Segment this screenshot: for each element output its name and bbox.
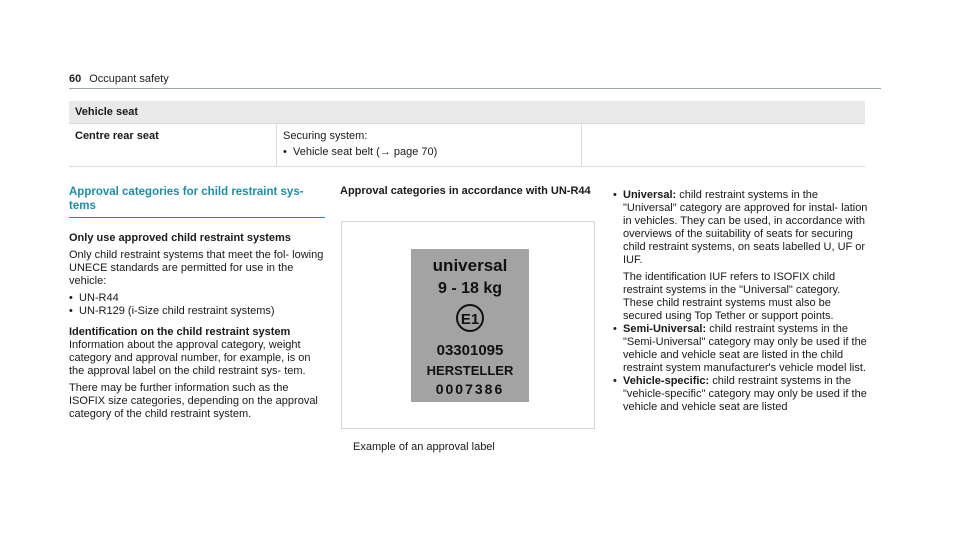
subhead-identification: Identification on the child restraint system bbox=[69, 326, 291, 338]
label-mark: E1 bbox=[460, 311, 480, 328]
label-number: 03301095 bbox=[436, 342, 504, 359]
desc-universal: child restraint systems in the "Universal" category are approved for instal- lation in vehicles. They can be used, in accordance with overviews of the suitability of seats for securing child restraint systems, on seats labelled U, UF or IUF. bbox=[623, 189, 868, 266]
securing-item[interactable]: • Vehicle seat belt (→ page 70) bbox=[283, 146, 575, 158]
empty-cell bbox=[582, 124, 866, 167]
heading-underline bbox=[69, 217, 325, 218]
securing-cell bbox=[277, 124, 582, 167]
list-item bbox=[613, 189, 869, 323]
desc-semi-universal: child restraint systems in the "Semi-Universal" category may only be used if the vehicle and vehicle seat are listed in the child restraint system manufacturer's vehicle model list. bbox=[623, 323, 867, 374]
term-semi-universal: Semi-Universal: bbox=[623, 323, 707, 335]
left-column bbox=[69, 185, 325, 421]
figure-caption: Example of an approval label bbox=[353, 441, 495, 453]
table-header-row bbox=[69, 101, 865, 124]
subhead-approved: Only use approved child restraint systems bbox=[69, 232, 291, 244]
label-line2: 9 - 18 kg bbox=[437, 280, 503, 297]
middle-column bbox=[340, 185, 596, 198]
section-heading bbox=[69, 185, 325, 213]
header-divider bbox=[69, 88, 881, 89]
heading-line-2: tems bbox=[69, 200, 96, 212]
approval-heading: Approval categories in accordance with UN-R44 bbox=[340, 185, 591, 197]
list-item: • UN-R44 bbox=[69, 292, 325, 305]
table-heading: Vehicle seat bbox=[69, 101, 865, 124]
page-header bbox=[69, 73, 169, 85]
approval-label-image bbox=[411, 249, 529, 402]
desc-vehicle-specific: child restraint systems in the "vehicle-specific" category may only be used if the vehicle and vehicle seat are listed bbox=[623, 375, 867, 413]
list-item bbox=[613, 323, 869, 375]
para-identification: Information about the approval category, weight category and approval number, for example, is on the approval label on the child restraint sys- tem. bbox=[69, 339, 311, 377]
para-standards: Only child restraint systems that meet the fol- lowing UNECE standards are permitted for use in the vehicle: bbox=[69, 249, 324, 287]
heading-line-1: Approval categories for child restraint sys- bbox=[69, 186, 304, 198]
section-title: Occupant safety bbox=[89, 73, 169, 85]
right-column bbox=[613, 185, 869, 414]
para-isofix: There may be further information such as the ISOFIX size categories, depending on the approval category of the child restraint system. bbox=[69, 382, 318, 420]
label-code: 0007386 bbox=[435, 381, 505, 397]
securing-label: Securing system: bbox=[283, 130, 368, 142]
note-iuf: The identification IUF refers to ISOFIX child restraint systems in the "Universal" category. These child restraint systems must also be secured using Top Tether or support points. bbox=[623, 271, 841, 322]
page-number: 60 bbox=[69, 73, 82, 85]
approval-label-figure bbox=[341, 221, 595, 429]
row-label: Centre rear seat bbox=[69, 124, 277, 167]
label-maker: HERSTELLER bbox=[426, 363, 514, 378]
list-item bbox=[613, 375, 869, 414]
table-row bbox=[69, 124, 865, 167]
term-universal: Universal: bbox=[623, 189, 677, 201]
label-line1: universal bbox=[432, 256, 508, 275]
term-vehicle-specific: Vehicle-specific: bbox=[623, 375, 710, 387]
seat-table bbox=[69, 101, 865, 167]
list-item: • UN-R129 (i-Size child restraint systems) bbox=[69, 305, 325, 318]
